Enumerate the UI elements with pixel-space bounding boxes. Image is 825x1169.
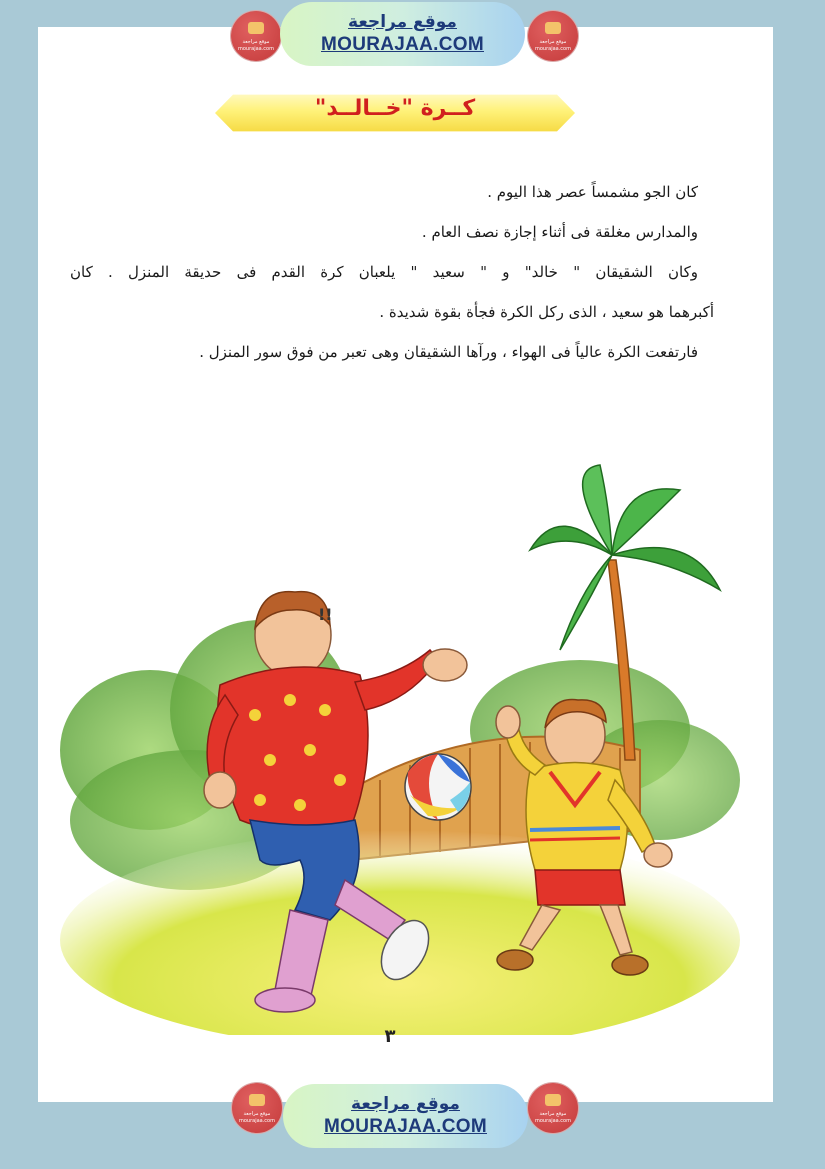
story-text [70, 172, 714, 372]
site-banner-arabic[interactable]: موقع مراجعة [348, 12, 457, 32]
book-icon [249, 1094, 265, 1106]
badge-text: موقع مراجعة [242, 39, 270, 45]
site-logo-badge-right-bottom[interactable] [528, 1083, 578, 1133]
badge-text: موقع مراجعة [539, 39, 567, 45]
beach-ball [405, 754, 471, 820]
site-banner-top[interactable] [280, 2, 525, 66]
badge-url: mourajaa.com [534, 46, 571, 52]
two-boys-playing-ball-illustration [60, 460, 740, 1035]
badge-text: موقع مراجعة [243, 1111, 271, 1117]
story-line: وكان الشقيقان " خالد" و " سعيد " يلعبان كرة القدم فى حديقة المنزل . كان [70, 263, 698, 281]
story-line: فارتفعت الكرة عالياً فى الهواء ، ورآها الشقيقان وهى تعبر من فوق سور المنزل . [199, 343, 698, 361]
story-title: كــرة "خــالــد" [314, 96, 476, 121]
badge-url: mourajaa.com [238, 1118, 275, 1124]
story-line: كان الجو مشمساً عصر هذا اليوم . [487, 183, 698, 201]
site-banner-latin[interactable]: MOURAJAA.COM [321, 34, 484, 55]
badge-url: mourajaa.com [237, 46, 274, 52]
book-icon [545, 1094, 561, 1106]
site-logo-badge-left-top[interactable] [231, 11, 281, 61]
site-logo-badge-left-bottom[interactable] [232, 1083, 282, 1133]
story-line: والمدارس مغلقة فى أثناء إجازة نصف العام . [421, 223, 698, 241]
badge-url: mourajaa.com [534, 1118, 571, 1124]
site-logo-badge-right-top[interactable] [528, 11, 578, 61]
site-banner-arabic[interactable]: موقع مراجعة [351, 1094, 460, 1114]
site-banner-bottom[interactable] [283, 1084, 528, 1148]
book-icon [545, 22, 561, 34]
story-line: أكبرهما هو سعيد ، الذى ركل الكرة فجأة بقوة شديدة . [379, 303, 714, 321]
badge-text: موقع مراجعة [539, 1111, 567, 1117]
exclamation-marks: !! [318, 605, 333, 624]
site-banner-latin[interactable]: MOURAJAA.COM [324, 1116, 487, 1137]
page-number: ٣ [384, 1026, 396, 1047]
book-icon [248, 22, 264, 34]
